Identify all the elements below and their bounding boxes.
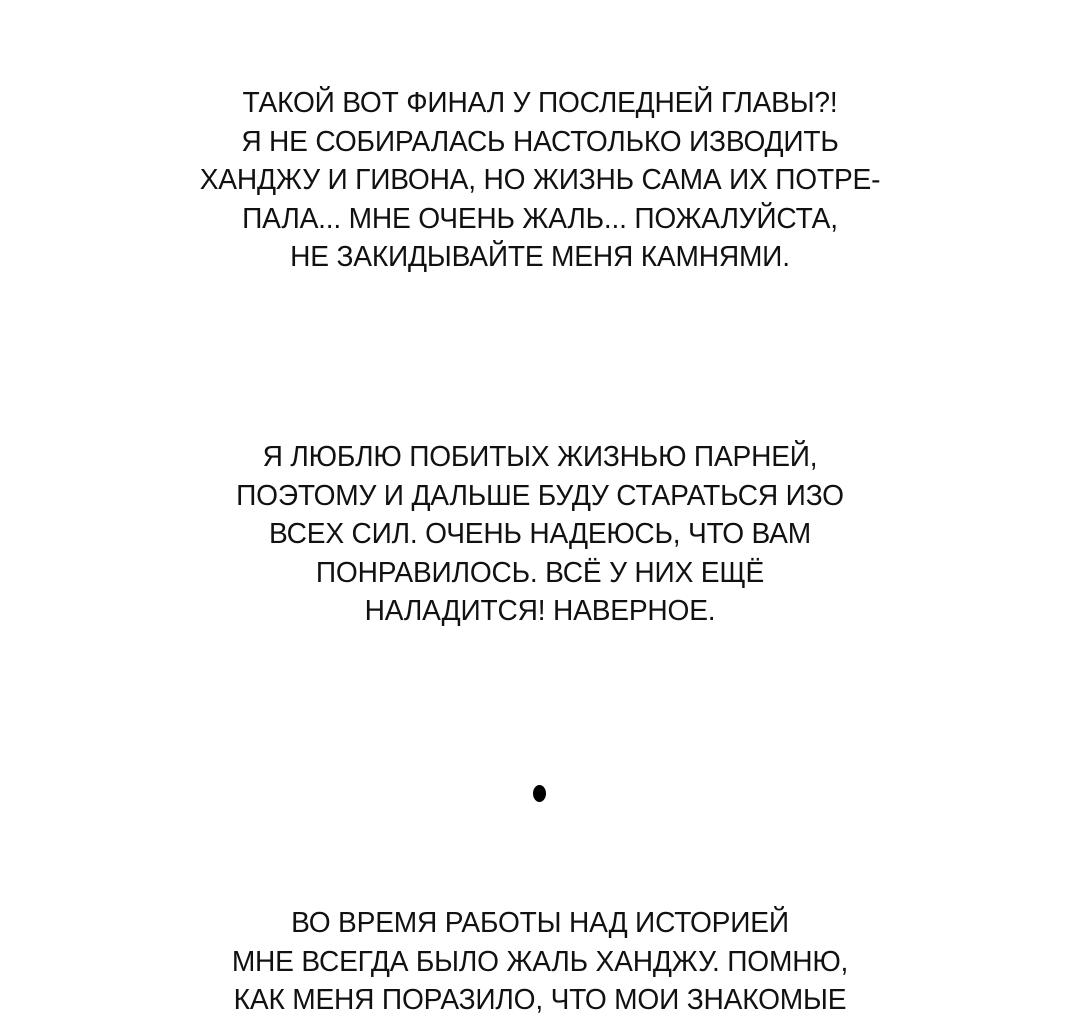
text-line: ХАНДЖУ И ГИВОНА, НО ЖИЗНЬ САМА ИХ ПОТРЕ- <box>199 164 881 196</box>
text-line: Я ЛЮБЛЮ ПОБИТЫХ ЖИЗНЬЮ ПАРНЕЙ, <box>262 441 818 473</box>
separator-dot-icon <box>533 785 546 802</box>
text-line: Я НЕ СОБИРАЛАСЬ НАСТОЛЬКО ИЗВОДИТЬ <box>241 125 839 158</box>
text-line: НАЛАДИТСЯ! НАВЕРНОЕ. <box>364 595 716 627</box>
author-note-paragraph-1 <box>0 84 1080 277</box>
author-note-paragraph-2 <box>0 438 1080 631</box>
text-line: КАК МЕНЯ ПОРАЗИЛО, ЧТО МОИ ЗНАКОМЫЕ <box>233 984 847 1016</box>
text-line: ТАКОЙ ВОТ ФИНАЛ У ПОСЛЕДНЕЙ ГЛАВЫ?! <box>242 87 838 119</box>
text-line: НЕ ЗАКИДЫВАЙТЕ МЕНЯ КАМНЯМИ. <box>290 241 790 273</box>
text-line: ПАЛА... МНЕ ОЧЕНЬ ЖАЛЬ... ПОЖАЛУЙСТА, <box>242 202 838 235</box>
text-line: ПОЭТОМУ И ДАЛЬШЕ БУДУ СТАРАТЬСЯ ИЗО <box>236 479 844 512</box>
text-line: ВО ВРЕМЯ РАБОТЫ НАД ИСТОРИЕЙ <box>291 907 789 939</box>
text-line: МНЕ ВСЕГДА БЫЛО ЖАЛЬ ХАНДЖУ. ПОМНЮ, <box>231 945 849 978</box>
text-line: ВСЕХ СИЛ. ОЧЕНЬ НАДЕЮСЬ, ЧТО ВАМ <box>269 518 811 550</box>
text-line: ПОНРАВИЛОСЬ. ВСЁ У НИХ ЕЩЁ <box>315 556 765 589</box>
author-note-paragraph-3 <box>0 904 1080 1020</box>
